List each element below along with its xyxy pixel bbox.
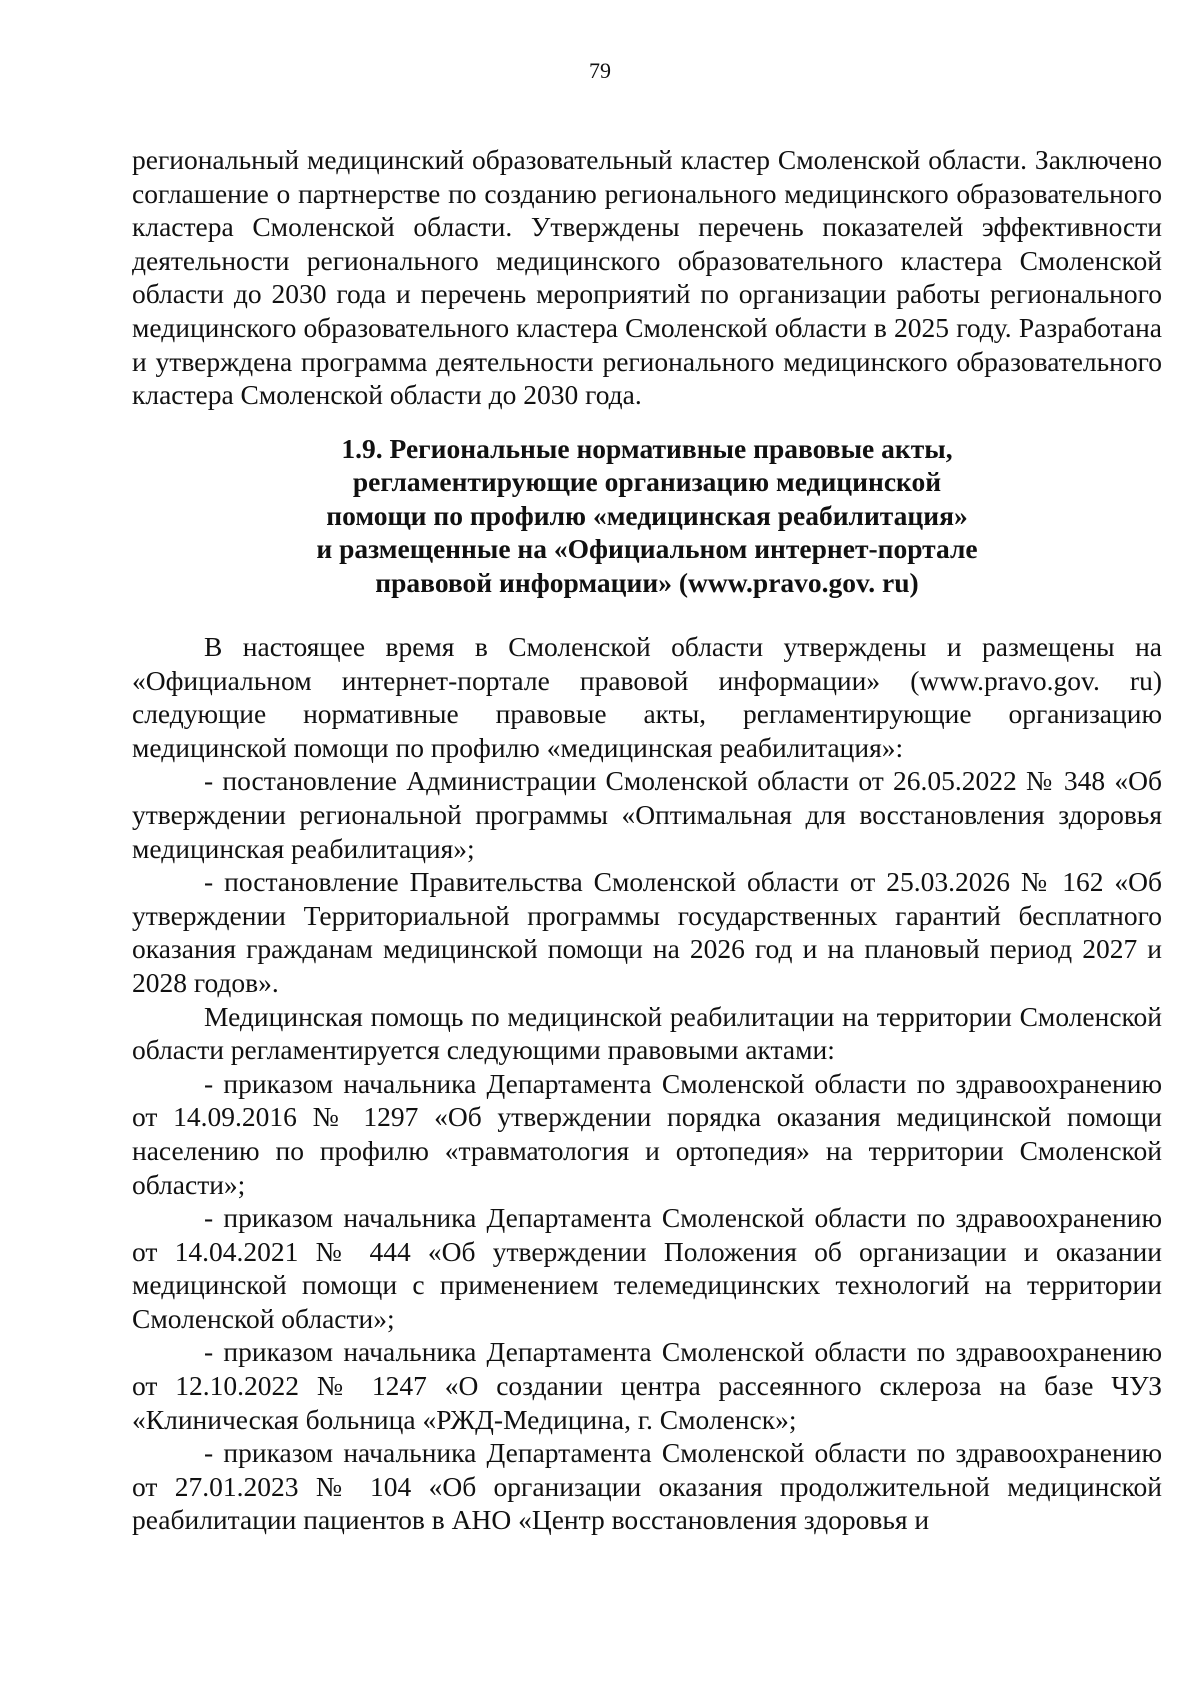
- list-item-resolution-government: - постановление Правительства Смоленской области от 25.03.2026 № 162 «Об утверждении Территориальной программы государственных гарантий бесплатного оказания гражданам медицинской помощи на 2026 год и на плановый период 2027 и 2028 годов».: [132, 866, 1162, 998]
- section-body: [132, 630, 1162, 1537]
- list-item-order-1297: - приказом начальника Департамента Смоленской области по здравоохранению от 14.09.2016 № 1297 «Об утверждении порядка оказания медицинской помощи населению по профилю «травматология и ортопедия» на территории Смоленской области»;: [132, 1067, 1162, 1200]
- list-item-order-1247: - приказом начальника Департамента Смоленской области по здравоохранению от 12.10.2022 № 1247 «О создании центра рассеянного склероза на базе ЧУЗ «Клиническая больница «РЖД-Медицина, г. Смоленск»;: [132, 1336, 1162, 1435]
- intro-block: [132, 143, 1162, 412]
- section-heading-line: и размещенные на «Официальном интернет-портале: [316, 533, 978, 565]
- paragraph-intro: В настоящее время в Смоленской области утверждены и размещены на «Официальном интернет-портале правовой информации» (www.pravo.gov. ru) следующие нормативные правовые акты, регламентирующие организацию медицинской помощи по профилю «медицинская реабилитация»:: [132, 631, 1162, 763]
- list-item-order-444: - приказом начальника Департамента Смоленской области по здравоохранению от 14.04.2021 № 444 «Об утверждении Положения об организации и оказании медицинской помощи с применением телемедицинских технологий на территории Смоленской области»;: [132, 1202, 1162, 1334]
- section-heading-line: 1.9. Региональные нормативные правовые акты,: [341, 433, 953, 464]
- list-item-order-104: - приказом начальника Департамента Смоленской области по здравоохранению от 27.01.2023 № 104 «Об организации оказания продолжительной медицинской реабилитации пациентов в АНО «Центр восстановления здоровья и: [132, 1437, 1162, 1536]
- paragraph-regulation: Медицинская помощь по медицинской реабилитации на территории Смоленской области регламентируется следующими правовыми актами:: [132, 1000, 1162, 1066]
- section-heading-line: правовой информации» (www.pravo.gov. ru): [375, 566, 919, 598]
- list-item-resolution-administration: - постановление Администрации Смоленской области от 26.05.2022 № 348 «Об утверждении региональной программы «Оптимальная для восстановления здоровья медицинская реабилитация»;: [132, 765, 1162, 864]
- section-heading: [132, 432, 1162, 599]
- page-number: 79: [589, 58, 611, 83]
- intro-paragraph: региональный медицинский образовательный кластер Смоленской области. Заключено соглашение о партнерстве по созданию регионального медицинского образовательного кластера Смоленской области. Утверждены перечень показателей эффективности деятельности регионального медицинского образовательного кластера Смоленской области до 2030 года и перечень мероприятий по организации работы регионального медицинского образовательного кластера Смоленской области в 2025 году. Разработана и утверждена программа деятельности регионального медицинского образовательного кластера Смоленской области до 2030 года.: [132, 144, 1162, 411]
- section-heading-line: регламентирующие организацию медицинской: [352, 466, 942, 498]
- section-heading-line: помощи по профилю «медицинская реабилитация»: [326, 499, 968, 531]
